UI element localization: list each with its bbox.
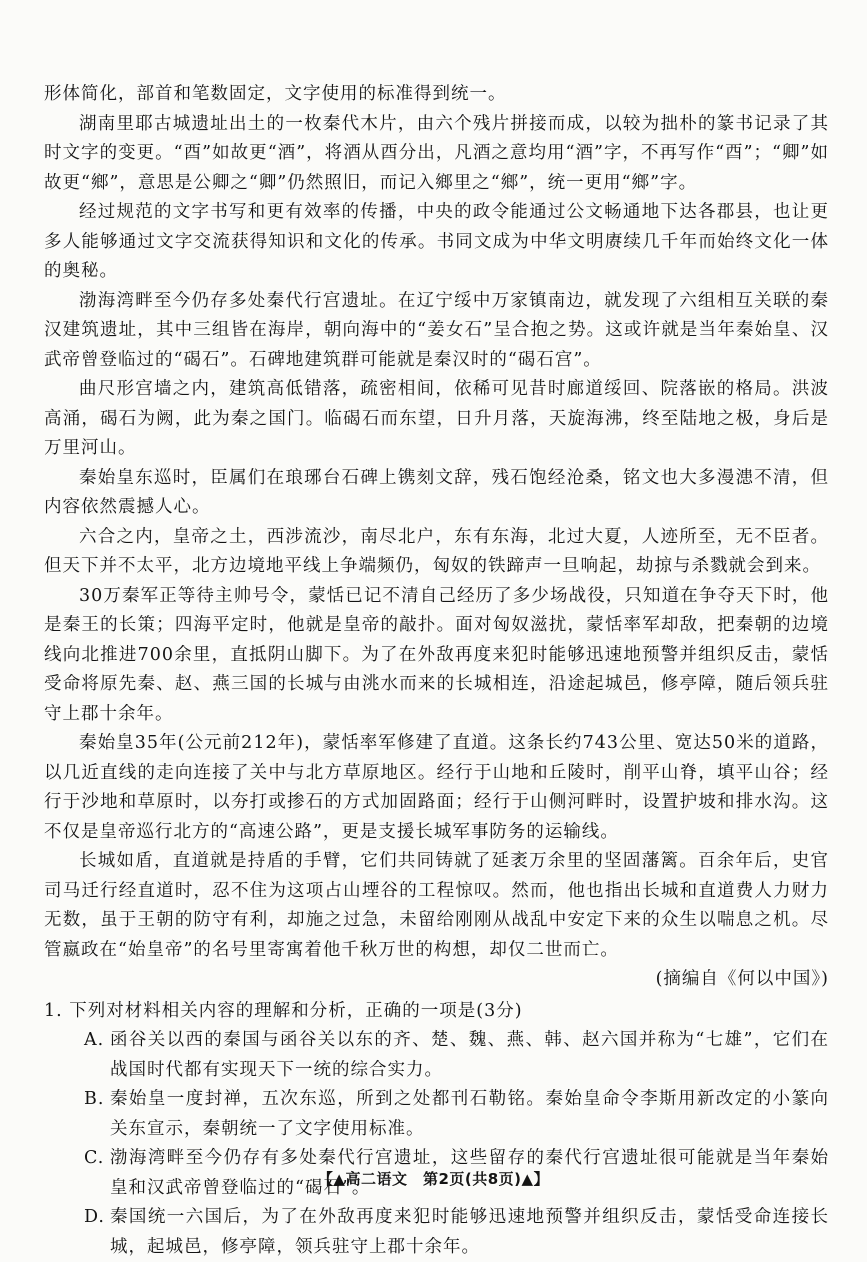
option-b bbox=[44, 1085, 829, 1144]
passage-paragraph: 六合之内，皇帝之土，西涉流沙，南尽北户，东有东海，北过大夏，人迹所至，无不臣者。但天下并不太平，北方边境地平线上争端频仍，匈奴的铁蹄声一旦响起，劫掠与杀戮就会到来。 bbox=[44, 523, 829, 582]
passage-paragraph: 经过规范的文字书写和更有效率的传播，中央的政令能通过公文畅通地下达各郡县，也让更多人能够通过文字交流获得知识和文化的传承。书同文成为中华文明赓续几千年而始终文化一体的奥秘。 bbox=[44, 198, 829, 287]
option-letter: D. bbox=[84, 1203, 110, 1262]
option-text: 渤海湾畔至今仍存有多处秦代行宫遗址，这些留存的秦代行宫遗址很可能就是当年秦始皇和汉武帝曾登临过的“碣石”。 bbox=[110, 1144, 829, 1203]
passage-paragraph: 湖南里耶古城遗址出土的一枚秦代木片，由六个残片拼接而成，以较为拙朴的篆书记录了其时文字的变更。“酉”如故更“酒”，将酒从酉分出，凡酒之意均用“酒”字，不再写作“酉”；“卿”如故更“鄉”，意思是公卿之“卿”仍然照旧，而记入鄉里之“鄉”，统一更用“鄉”字。 bbox=[44, 110, 829, 199]
option-text: 秦国统一六国后，为了在外敌再度来犯时能够迅速地预警并组织反击，蒙恬受命连接长城，起城邑，修亭障，领兵驻守上郡十余年。 bbox=[110, 1203, 829, 1262]
passage-paragraph: 秦始皇东巡时，臣属们在琅琊台石碑上镌刻文辞，残石饱经沧桑，铭文也大多漫漶不清，但内容依然震撼人心。 bbox=[44, 464, 829, 523]
reading-passage bbox=[44, 80, 829, 995]
passage-paragraph: 曲尺形宫墙之内，建筑高低错落，疏密相间，依稀可见昔时廊道绥回、院落嵌的格局。洪波高涌，碣石为阙，此为秦之国门。临碣石而东望，日升月落，天旋海沸，终至陆地之极，身后是万里河山。 bbox=[44, 375, 829, 464]
passage-paragraph: 秦始皇35年(公元前212年)，蒙恬率军修建了直道。这条长约743公里、宽达50米的道路，以几近直线的走向连接了关中与北方草原地区。经行于山地和丘陵时，削平山脊，填平山谷；经行于沙地和草原时，以夯打或掺石的方式加固路面；经行于山侧河畔时，设置护坡和排水沟。这不仅是皇帝巡行北方的“高速公路”，更是支援长城军事防务的运输线。 bbox=[44, 729, 829, 847]
option-text: 秦始皇一度封禅，五次东巡，所到之处都刊石勒铭。秦始皇命令李斯用新改定的小篆向关东宣示，秦朝统一了文字使用标准。 bbox=[110, 1085, 829, 1144]
passage-paragraph: 长城如盾，直道就是持盾的手臂，它们共同铸就了延袤万余里的坚固藩篱。百余年后，史官司马迁行经直道时，忍不住为这项占山堙谷的工程惊叹。然而，他也指出长城和直道费人力财力无数，虽于王朝的防守有利，却施之过急，未留给刚刚从战乱中安定下来的众生以喘息之机。尽管嬴政在“始皇帝”的名号里寄寓着他千秋万世的构想，却仅二世而亡。 bbox=[44, 847, 829, 965]
option-a bbox=[44, 1026, 829, 1085]
question-1 bbox=[44, 997, 829, 1262]
option-letter: B. bbox=[84, 1085, 110, 1144]
passage-paragraph: 形体简化，部首和笔数固定，文字使用的标准得到统一。 bbox=[44, 80, 829, 110]
option-text: 函谷关以西的秦国与函谷关以东的齐、楚、魏、燕、韩、赵六国并称为“七雄”，它们在战国时代都有实现天下一统的综合实力。 bbox=[110, 1026, 829, 1085]
option-d bbox=[44, 1203, 829, 1262]
passage-paragraph: 30万秦军正等待主帅号令，蒙恬已记不清自己经历了多少场战役，只知道在争夺天下时，他是秦王的长策；四海平定时，他就是皇帝的敲扑。面对匈奴滋扰，蒙恬率军却敌，把秦朝的边境线向北推进700余里，直抵阴山脚下。为了在外敌再度来犯时能够迅速地预警并组织反击，蒙恬受命将原先秦、赵、燕三国的长城与由洮水而来的长城相连，沿途起城邑，修亭障，随后领兵驻守上郡十余年。 bbox=[44, 582, 829, 730]
source-citation: (摘编自《何以中国》) bbox=[44, 965, 829, 995]
question-stem: 1. 下列对材料相关内容的理解和分析，正确的一项是(3分) bbox=[44, 997, 829, 1027]
page-content bbox=[44, 80, 829, 1262]
passage-paragraph: 渤海湾畔至今仍存多处秦代行宫遗址。在辽宁绥中万家镇南边，就发现了六组相互关联的秦汉建筑遗址，其中三组皆在海岸，朝向海中的“姜女石”呈合抱之势。这或许就是当年秦始皇、汉武帝曾登临过的“碣石”。石碑地建筑群可能就是秦汉时的“碣石宫”。 bbox=[44, 287, 829, 376]
page-footer: 【▲高二语文 第2页(共8页)▲】 bbox=[0, 1168, 867, 1189]
option-letter: C. bbox=[84, 1144, 110, 1203]
option-letter: A. bbox=[84, 1026, 110, 1085]
